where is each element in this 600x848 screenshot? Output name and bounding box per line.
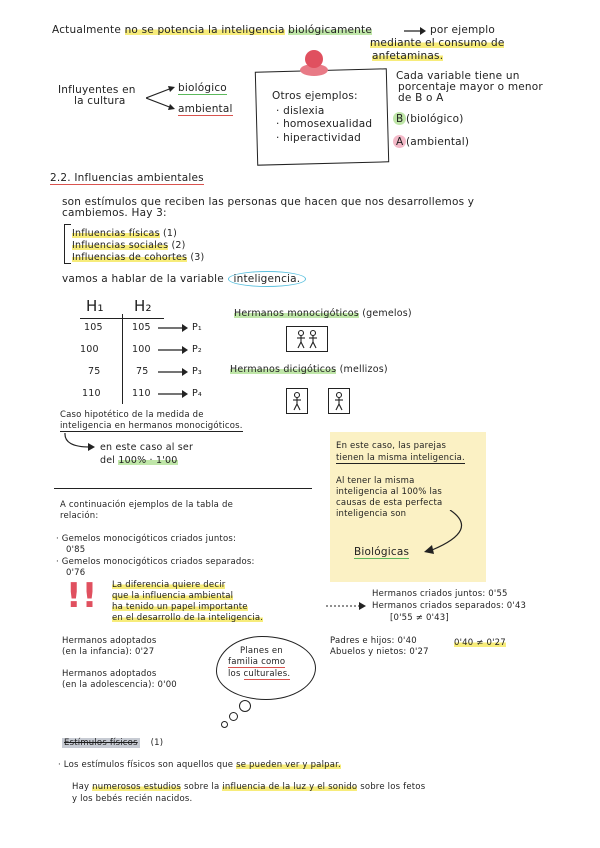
yellow-line-3: Al tener la misma	[336, 476, 415, 486]
cloud-culturales: culturales.	[243, 669, 291, 679]
vamos-a-hablar	[62, 273, 306, 285]
caso-line-2: inteligencia en hermanos monocigóticos.	[60, 421, 243, 431]
table-divider-line	[122, 314, 123, 404]
fisicos-num: (1)	[150, 738, 164, 748]
table-h2: H₂	[134, 297, 152, 315]
adoptados-infancia-1: Hermanos adoptados	[62, 636, 157, 646]
diferencia-3: ha tenido un papel importante	[112, 602, 248, 612]
abuelos-nietos: Abuelos y nietos: 0'27	[330, 647, 429, 657]
fraternal-twin-1-icon	[286, 388, 308, 414]
influyentes-ambiental: ambiental	[178, 103, 233, 115]
influence-3	[72, 252, 204, 263]
curved-arrow-icon	[62, 433, 96, 453]
top-biologicamente: biológicamente	[288, 24, 373, 36]
fisicos-sobre: sobre la	[183, 782, 220, 792]
card-item-2: · homosexualidad	[276, 118, 373, 130]
cloud-los: los	[228, 669, 244, 679]
influence-3-label: Influencias de cohortes	[72, 252, 188, 263]
yellow-line-6: inteligencia son	[336, 509, 407, 519]
b-letter: B	[396, 113, 404, 125]
branch-arrows-icon	[146, 84, 176, 114]
di-label	[230, 364, 388, 375]
adoptados-adolescencia-2: (en la adolescencia): 0'00	[62, 680, 177, 690]
fisicos-fetos: sobre los fetos	[360, 782, 426, 792]
cloud-line-3	[228, 669, 290, 679]
card-item-1: · dislexia	[276, 105, 325, 117]
table-row-4-b: 110	[132, 388, 151, 399]
table-row-3-a: 75	[88, 366, 101, 377]
fisicos-line-1	[58, 760, 341, 770]
b-text: (biológico)	[406, 113, 464, 125]
fisicos-estudios: numerosos estudios	[92, 782, 182, 792]
table-row-3-b: 75	[136, 366, 149, 377]
fisicos-title-row	[62, 738, 163, 748]
variable-note-2: porcentaje mayor o menor	[398, 81, 543, 93]
gemelos-separados: · Gemelos monocigóticos criados separados:	[56, 557, 255, 567]
padres-hijos: Padres e hijos: 0'40	[330, 636, 417, 646]
fisicos-title: Estímulos físicos	[64, 738, 138, 748]
thought-bubble-1	[239, 700, 251, 712]
fisicos-line-3: y los bebés recién nacidos.	[72, 794, 193, 804]
divider-line	[54, 488, 312, 489]
variable-note-3: de B o A	[398, 92, 444, 104]
card-title: Otros ejemplos:	[272, 90, 358, 102]
mono-label	[234, 308, 412, 319]
arrow-right-icon	[158, 346, 188, 354]
mono-highlight: Hermanos monocigóticos	[234, 308, 359, 319]
curved-arrow-icon	[410, 510, 476, 558]
variable-note-1: Cada variable tiene un	[396, 70, 520, 82]
caso-line-3: en este caso al ser	[100, 442, 194, 453]
table-row-1-a: 105	[84, 322, 103, 333]
a-text: (ambiental)	[406, 136, 470, 148]
influyentes-label-2: la cultura	[74, 95, 126, 107]
top-por-ejemplo: por ejemplo	[430, 24, 496, 36]
table-row-1-p: P₁	[192, 322, 202, 333]
gemelos-juntos: · Gemelos monocigóticos criados juntos:	[56, 534, 237, 544]
diferencia-2: que la influencia ambiental	[112, 591, 234, 601]
arrow-right-icon	[404, 26, 426, 36]
adoptados-adolescencia-1: Hermanos adoptados	[62, 669, 157, 679]
influence-2	[72, 240, 186, 251]
yellow-line-4: inteligencia al 100% las	[336, 487, 443, 497]
adoptados-infancia-2: (en la infancia): 0'27	[62, 647, 155, 657]
section-intro-1: son estímulos que reciben las personas que hacen que nos desarrollemos y	[62, 196, 475, 208]
table-row-2-a: 100	[80, 344, 99, 355]
inteligencia-circled: inteligencia.	[228, 271, 307, 287]
yellow-answer: Biológicas	[354, 546, 410, 558]
yellow-line-2: tienen la misma inteligencia.	[336, 453, 465, 463]
fisicos-influencia: influencia de la luz y el sonido	[222, 782, 358, 792]
exclamation-icon: !!	[66, 576, 98, 616]
table-row-4-a: 110	[82, 388, 101, 399]
influence-3-num: (3)	[190, 252, 205, 263]
mono-gemelos: (gemelos)	[362, 308, 412, 319]
table-row-3-p: P₃	[192, 366, 202, 377]
examples-card	[255, 68, 389, 165]
table-row-2-p: P₂	[192, 344, 202, 355]
influence-2-label: Influencias sociales	[72, 240, 169, 251]
cloud-line-2: familia como	[228, 657, 286, 667]
table-h1: H₁	[86, 297, 104, 315]
ejemplos-line-2: relación:	[60, 511, 99, 521]
hermanos-juntos: Hermanos criados juntos: 0'55	[372, 589, 508, 599]
ejemplos-line-1: A continuación ejemplos de la tabla de	[60, 500, 234, 510]
twins-icon	[286, 326, 328, 352]
cloud-line-1: Planes en	[240, 646, 283, 656]
influences-bracket	[64, 224, 71, 264]
fisicos-line-1-a: · Los estímulos físicos son aquellos que	[58, 760, 234, 770]
section-intro-2: cambiemos. Hay 3:	[62, 207, 167, 219]
top-actualmente: Actualmente	[52, 24, 122, 36]
gemelos-separados-value: 0'76	[66, 568, 86, 578]
hermanos-diff: [0'55 ≠ 0'43]	[390, 613, 449, 623]
yellow-line-5: causas de esta perfecta	[336, 498, 443, 508]
yellow-line-1: En este caso, las parejas	[336, 441, 447, 451]
caso-line-1: Caso hipotético de la medida de	[60, 410, 204, 420]
influence-2-num: (2)	[171, 240, 186, 251]
a-letter: A	[396, 136, 404, 148]
influyentes-label-1: Influyentes en	[58, 84, 136, 96]
influence-1-label: Influencias físicas	[72, 228, 160, 239]
hermanos-separados: Hermanos criados separados: 0'43	[372, 601, 527, 611]
caso-percent: 100% · 1'00	[118, 455, 178, 466]
top-no-potencia: no se potencia la inteligencia	[124, 24, 285, 36]
diferencia-4: en el desarrollo de la inteligencia.	[112, 613, 264, 623]
thought-bubble-3	[221, 721, 228, 728]
top-line-1	[52, 24, 372, 36]
pin-icon	[305, 50, 323, 68]
fisicos-hay: Hay	[72, 782, 90, 792]
influence-1	[72, 228, 177, 239]
top-line-3: anfetaminas.	[372, 50, 444, 62]
influence-1-num: (1)	[162, 228, 178, 239]
vamos-text: vamos a hablar de la variable	[62, 273, 224, 285]
di-mellizos: (mellizos)	[339, 364, 388, 375]
caso-del: del	[100, 455, 116, 466]
card-item-3: · hiperactividad	[276, 132, 362, 144]
diferencia-1: La diferencia quiere decir	[112, 580, 226, 590]
top-line-2: mediante el consumo de	[370, 37, 505, 49]
di-highlight: Hermanos dicigóticos	[230, 364, 337, 375]
thought-bubble-2	[229, 712, 238, 721]
gemelos-juntos-value: 0'85	[66, 545, 86, 555]
padres-neq: 0'40 ≠ 0'27	[454, 638, 506, 648]
table-row-1-b: 105	[132, 322, 151, 333]
section-title: 2.2. Influencias ambientales	[50, 172, 204, 184]
arrow-right-icon	[158, 324, 188, 332]
table-row-4-p: P₄	[192, 388, 202, 399]
fisicos-line-2	[72, 782, 425, 792]
arrow-right-icon	[158, 368, 188, 376]
caso-line-4	[100, 455, 178, 466]
arrow-right-icon	[158, 390, 188, 398]
influyentes-biologico: biológico	[178, 82, 227, 94]
fisicos-line-1-b: se pueden ver y palpar.	[236, 760, 341, 770]
table-row-2-b: 100	[132, 344, 151, 355]
fraternal-twin-2-icon	[328, 388, 350, 414]
dashed-arrow-icon	[326, 602, 366, 610]
